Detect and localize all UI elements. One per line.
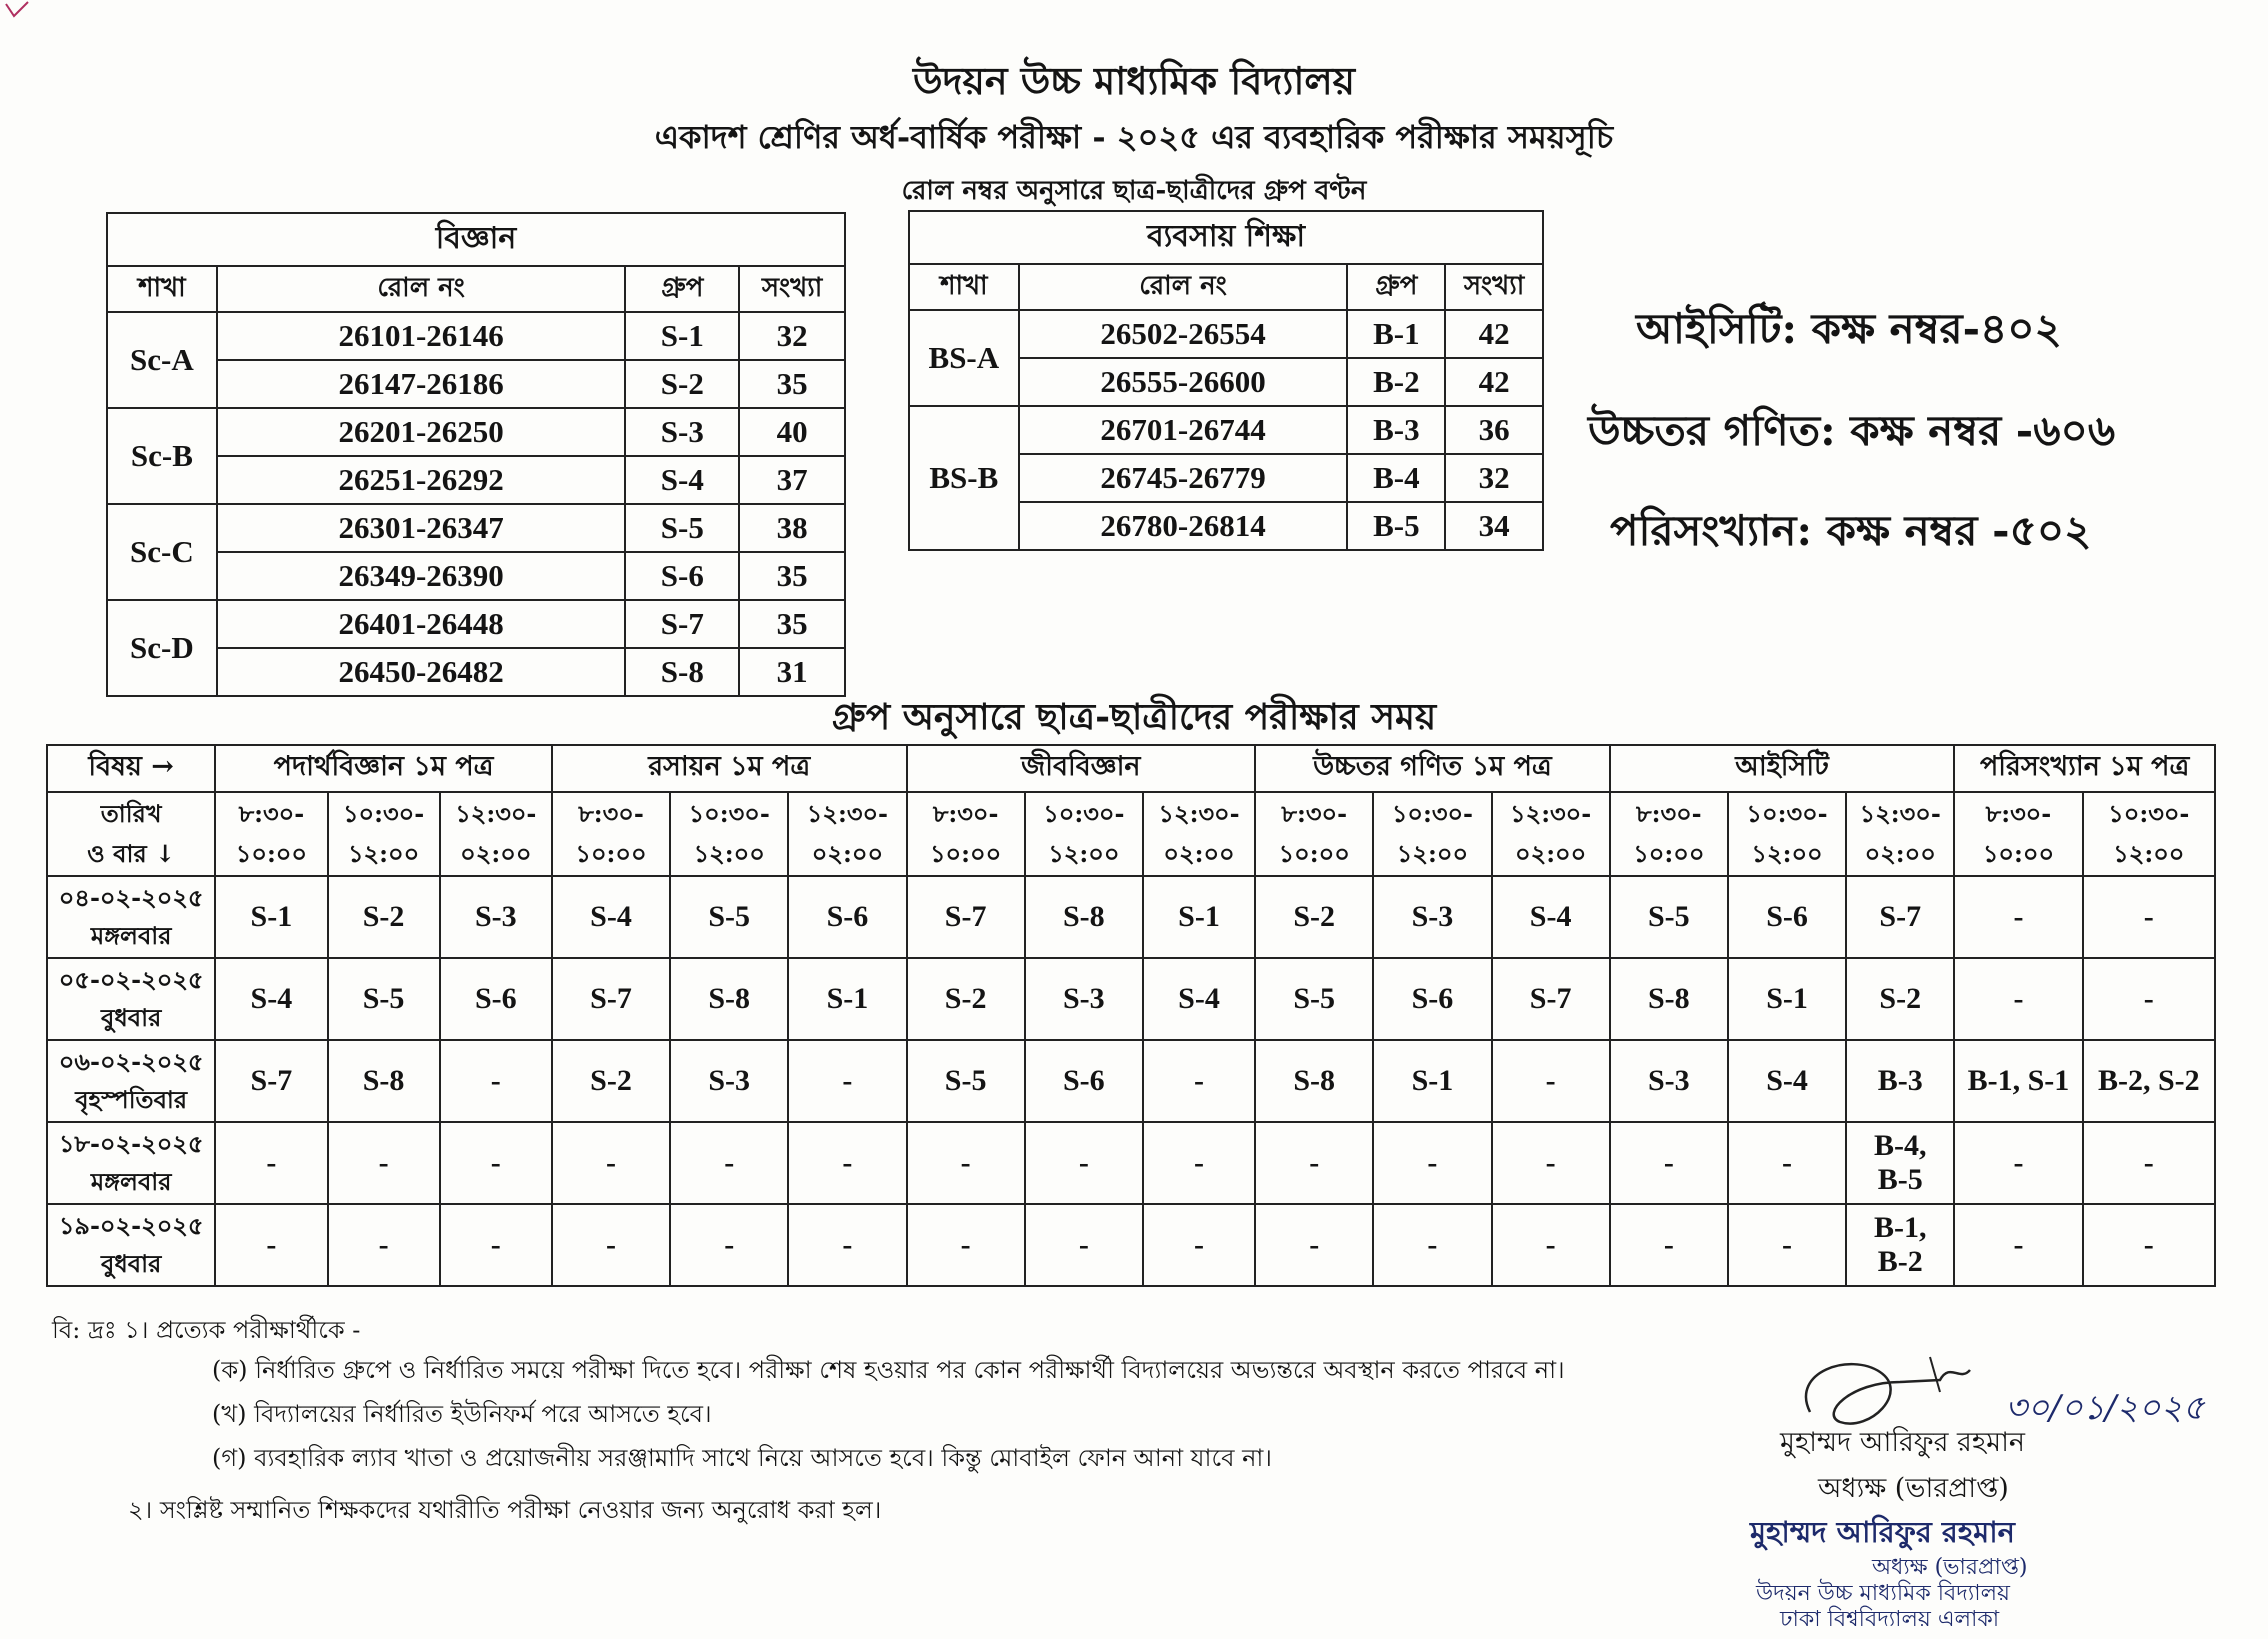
table-caption: বিজ্ঞান (107, 213, 845, 266)
time-slot-start: ১০:৩০- (1746, 799, 1828, 828)
schedule-day: বৃহস্পতিবার (75, 1085, 188, 1114)
schedule-group-cell: - (1373, 1204, 1491, 1286)
column-header: শাখা (107, 266, 217, 312)
section-name: Sc-B (107, 408, 217, 504)
schedule-group-cell: - (788, 1204, 906, 1286)
schedule-row (47, 1204, 2215, 1286)
schedule-group-cell: S-3 (670, 1040, 788, 1122)
time-slot (328, 792, 440, 876)
schedule-group-cell: - (440, 1122, 552, 1204)
time-slot-start: ৮:৩০- (578, 799, 644, 828)
student-count: 32 (1445, 454, 1543, 502)
column-header: শাখা (909, 264, 1019, 310)
student-count: 35 (739, 360, 845, 408)
time-slot-end: ১২:০০ (1048, 839, 1120, 868)
schedule-group-cell: S-4 (552, 876, 670, 958)
time-slot-end: ০২:০০ (1864, 839, 1936, 868)
time-slot (552, 792, 670, 876)
time-slot-row (47, 792, 2215, 876)
schedule-group-cell: S-8 (670, 958, 788, 1040)
time-slot (1846, 792, 1954, 876)
table-row (107, 360, 845, 408)
time-slot-end: ০২:০০ (1514, 839, 1587, 868)
schedule-group-cell: S-5 (1255, 958, 1373, 1040)
business-group-table (908, 210, 1544, 551)
table-row (107, 456, 845, 504)
roll-range: 26780-26814 (1019, 502, 1348, 550)
schedule-group-cell: - (1025, 1122, 1143, 1204)
time-slot-end: ১২:০০ (1751, 839, 1823, 868)
roll-range: 26555-26600 (1019, 358, 1348, 406)
schedule-group-cell: B-1, S-1 (1954, 1040, 2082, 1122)
time-slot (1143, 792, 1255, 876)
schedule-group-cell: S-6 (440, 958, 552, 1040)
student-count: 38 (739, 504, 845, 552)
schedule-group-cell: S-4 (1728, 1040, 1846, 1122)
schedule-group-cell: S-2 (1846, 958, 1954, 1040)
column-header: রোল নং (217, 266, 626, 312)
schedule-group-cell: S-6 (788, 876, 906, 958)
schedule-group-cell: S-1 (788, 958, 906, 1040)
group-code: B-1 (1347, 310, 1445, 358)
time-slot (788, 792, 906, 876)
schedule-group-cell: - (1143, 1122, 1255, 1204)
table-caption-row (107, 213, 845, 266)
schedule-group-cell: S-7 (1846, 876, 1954, 958)
schedule-date: ০৫-০২-২০২৫ (58, 965, 204, 994)
room-ict: আইসিটি: কক্ষ নম্বর-৪০২ (1636, 304, 2062, 353)
schedule-group-cell: S-1 (1373, 1040, 1491, 1122)
student-count: 37 (739, 456, 845, 504)
column-header: গ্রুপ (1347, 264, 1445, 310)
seal-title: অধ্যক্ষ (ভারপ্রাপ্ত) (1872, 1555, 2028, 1580)
note-item-2: ২। সংশ্লিষ্ট সম্মানিত শিক্ষকদের যথারীতি পরীক্ষা নেওয়ার জন্য অনুরোধ করা হল। (128, 1496, 882, 1524)
schedule-date-cell (47, 958, 215, 1040)
schedule-date: ১৯-০২-২০২৫ (58, 1211, 204, 1240)
schedule-group-cell: - (907, 1204, 1025, 1286)
roll-range: 26450-26482 (217, 648, 626, 696)
schedule-group-cell: S-4 (215, 958, 327, 1040)
schedule-group-cell: S-7 (552, 958, 670, 1040)
time-slot-start: ৮:৩০- (1636, 799, 1702, 828)
time-slot (1373, 792, 1491, 876)
student-count: 32 (739, 312, 845, 360)
exam-schedule-table (46, 744, 2216, 1287)
schedule-group-cell: - (328, 1204, 440, 1286)
schedule-group-cell: - (1610, 1122, 1728, 1204)
schedule-group-cell: S-8 (1610, 958, 1728, 1040)
time-slot (440, 792, 552, 876)
table-row (909, 406, 1543, 454)
schedule-date-cell (47, 1204, 215, 1286)
signature-date: ৩০/০১/২০২৫ (2005, 1388, 2205, 1428)
schedule-group-cell: S-6 (1728, 876, 1846, 958)
time-slot-end: ১২:০০ (2113, 839, 2185, 868)
schedule-group-cell: - (1025, 1204, 1143, 1286)
time-slot-start: ১০:৩০- (342, 799, 425, 828)
schedule-group-cell: - (1255, 1122, 1373, 1204)
group-code: S-2 (625, 360, 739, 408)
section-name: BS-A (909, 310, 1019, 406)
schedule-group-cell: - (1255, 1204, 1373, 1286)
schedule-group-cell: S-8 (1255, 1040, 1373, 1122)
schedule-group-cell: S-8 (1025, 876, 1143, 958)
table-row (909, 310, 1543, 358)
schedule-group-cell: - (552, 1122, 670, 1204)
schedule-group-cell: - (1954, 958, 2082, 1040)
time-slot (907, 792, 1025, 876)
schedule-group-cell: - (328, 1122, 440, 1204)
schedule-date-cell (47, 1040, 215, 1122)
schedule-group-cell: - (2083, 1122, 2215, 1204)
time-slot-end: ১০:০০ (1278, 839, 1350, 868)
schedule-group-cell: - (1954, 1204, 2082, 1286)
time-slot-end: ১২:০০ (1396, 839, 1469, 868)
table-row (107, 600, 845, 648)
schedule-group-cell: - (1143, 1204, 1255, 1286)
subject-name: পদার্থবিজ্ঞান ১ম পত্র (215, 745, 552, 792)
room-higher-math: উচ্চতর গণিত: কক্ষ নম্বর -৬০৬ (1588, 406, 2116, 455)
schedule-group-cell: B-4, B-5 (1846, 1122, 1954, 1204)
roll-range: 26349-26390 (217, 552, 626, 600)
note-item-kha: (খ) বিদ্যালয়ের নির্ধারিত ইউনিফর্ম পরে আসতে হবে। (212, 1400, 712, 1428)
schedule-group-cell: - (1143, 1040, 1255, 1122)
schedule-title: গ্রুপ অনুসারে ছাত্র-ছাত্রীদের পরীক্ষার সময় (831, 696, 1437, 738)
time-slot (1025, 792, 1143, 876)
schedule-group-cell: - (552, 1204, 670, 1286)
science-group-table (106, 212, 846, 697)
student-count: 35 (739, 552, 845, 600)
schedule-group-cell: - (1492, 1040, 1610, 1122)
time-slot-start: ৮:৩০- (238, 799, 305, 828)
time-slot (670, 792, 788, 876)
table-row (107, 648, 845, 696)
student-count: 42 (1445, 310, 1543, 358)
schedule-date-cell (47, 1122, 215, 1204)
date-header-line: ও বার ↓ (87, 839, 176, 868)
table-row (107, 552, 845, 600)
schedule-row (47, 1122, 2215, 1204)
group-code: S-1 (625, 312, 739, 360)
schedule-group-cell: S-5 (670, 876, 788, 958)
signatory-title: অধ্যক্ষ (ভারপ্রাপ্ত) (1818, 1473, 2009, 1504)
room-statistics: পরিসংখ্যান: কক্ষ নম্বর -৫০২ (1610, 506, 2092, 555)
roll-range: 26251-26292 (217, 456, 626, 504)
time-slot-start: ১২:৩০- (1859, 799, 1941, 828)
schedule-group-cell: - (670, 1122, 788, 1204)
roll-range: 26101-26146 (217, 312, 626, 360)
section-name: Sc-A (107, 312, 217, 408)
schedule-group-cell: S-7 (1492, 958, 1610, 1040)
schedule-group-cell: - (2083, 958, 2215, 1040)
time-slot-start: ১২:৩০- (455, 799, 537, 828)
time-slot-end: ০২:০০ (811, 839, 884, 868)
schedule-group-cell: S-1 (1143, 876, 1255, 958)
note-item-ka: (ক) নির্ধারিত গ্রুপে ও নির্ধারিত সময়ে পরীক্ষা দিতে হবে। পরীক্ষা শেষ হওয়ার পর কোন পরীক্ষার্থী বিদ্যালয়ের অভ্যন্তরে অবস্থান করতে পারবে না। (212, 1356, 1565, 1384)
time-slot-start: ৮:৩০- (1281, 799, 1348, 828)
time-slot-start: ১২:৩০- (1510, 799, 1592, 828)
table-header-row (909, 264, 1543, 310)
schedule-group-cell: S-3 (1610, 1040, 1728, 1122)
time-slot (2083, 792, 2215, 876)
roll-range: 26147-26186 (217, 360, 626, 408)
corner-tick-mark (4, 0, 30, 20)
group-code: S-7 (625, 600, 739, 648)
schedule-group-cell: - (1954, 1122, 2082, 1204)
roll-group-subtitle: রোল নম্বর অনুসারে ছাত্র-ছাত্রীদের গ্রুপ বণ্টন (901, 176, 1367, 206)
schedule-group-cell: S-1 (1728, 958, 1846, 1040)
schedule-group-cell: - (2083, 876, 2215, 958)
table-caption-row (909, 211, 1543, 264)
time-slot-start: ১০:৩০- (2108, 799, 2190, 828)
roll-range: 26502-26554 (1019, 310, 1348, 358)
subject-name: উচ্চতর গণিত ১ম পত্র (1255, 745, 1610, 792)
schedule-group-cell: S-3 (1373, 876, 1491, 958)
group-code: B-4 (1347, 454, 1445, 502)
roll-range: 26701-26744 (1019, 406, 1348, 454)
table-caption: ব্যবসায় শিক্ষা (909, 211, 1543, 264)
date-header-line: তারিখ (100, 799, 162, 828)
section-name: BS-B (909, 406, 1019, 550)
group-code: S-8 (625, 648, 739, 696)
section-name: Sc-D (107, 600, 217, 696)
schedule-group-cell: S-5 (1610, 876, 1728, 958)
student-count: 35 (739, 600, 845, 648)
subject-name: জীববিজ্ঞান (907, 745, 1256, 792)
schedule-day: মঙ্গলবার (90, 921, 172, 950)
roll-range: 26201-26250 (217, 408, 626, 456)
group-code: B-5 (1347, 502, 1445, 550)
schedule-row (47, 876, 2215, 958)
subject-name: রসায়ন ১ম পত্র (552, 745, 907, 792)
subject-header-label: বিষয় → (47, 745, 215, 792)
time-slot (1255, 792, 1373, 876)
schedule-group-cell: S-2 (328, 876, 440, 958)
schedule-group-cell: - (1728, 1204, 1846, 1286)
schedule-group-cell: - (1492, 1122, 1610, 1204)
time-slot-start: ১২:৩০- (806, 799, 889, 828)
schedule-date: ১৮-০২-২০২৫ (58, 1129, 204, 1158)
time-slot (1492, 792, 1610, 876)
student-count: 31 (739, 648, 845, 696)
section-name: Sc-C (107, 504, 217, 600)
schedule-group-cell: - (1610, 1204, 1728, 1286)
time-slot (1610, 792, 1728, 876)
schedule-group-cell: S-5 (328, 958, 440, 1040)
group-code: S-4 (625, 456, 739, 504)
schedule-group-cell: - (788, 1040, 906, 1122)
schedule-date: ০৪-০২-২০২৫ (58, 883, 204, 912)
schedule-group-cell: - (215, 1204, 327, 1286)
schedule-group-cell: S-4 (1143, 958, 1255, 1040)
roll-range: 26401-26448 (217, 600, 626, 648)
table-header-row (107, 266, 845, 312)
exam-title: একাদশ শ্রেণির অর্ধ-বার্ষিক পরীক্ষা - ২০২৫ এর ব্যবহারিক পরীক্ষার সময়সূচি (654, 118, 1614, 156)
column-header: সংখ্যা (739, 266, 845, 312)
schedule-group-cell: S-8 (328, 1040, 440, 1122)
student-count: 36 (1445, 406, 1543, 454)
time-slot-end: ১০:০০ (1982, 839, 2055, 868)
note-item-ga: (গ) ব্যবহারিক ল্যাব খাতা ও প্রয়োজনীয় সরঞ্জামাদি সাথে নিয়ে আসতে হবে। কিন্তু মোবাইল ফোন আনা যাবে না। (212, 1444, 1272, 1472)
table-row (107, 408, 845, 456)
schedule-group-cell: S-6 (1373, 958, 1491, 1040)
schedule-group-cell: S-3 (440, 876, 552, 958)
subject-header-row (47, 745, 2215, 792)
time-slot-end: ১০:০০ (235, 839, 308, 868)
roll-range: 26301-26347 (217, 504, 626, 552)
schedule-group-cell: S-3 (1025, 958, 1143, 1040)
seal-school: উদয়ন উচ্চ মাধ্যমিক বিদ্যালয় (1756, 1581, 2010, 1606)
table-row (107, 504, 845, 552)
group-code: B-3 (1347, 406, 1445, 454)
schedule-group-cell: S-2 (1255, 876, 1373, 958)
seal-name: মুহাম্মদ আরিফুর রহমান (1750, 1515, 2015, 1549)
student-count: 42 (1445, 358, 1543, 406)
time-slot-start: ১০:৩০- (1391, 799, 1474, 828)
schedule-group-cell: S-7 (215, 1040, 327, 1122)
schedule-date-cell (47, 876, 215, 958)
time-slot-end: ০২:০০ (1163, 839, 1235, 868)
group-code: S-3 (625, 408, 739, 456)
schedule-group-cell: - (907, 1122, 1025, 1204)
schedule-group-cell: B-3 (1846, 1040, 1954, 1122)
schedule-group-cell: - (1728, 1122, 1846, 1204)
schedule-group-cell: - (2083, 1204, 2215, 1286)
schedule-group-cell: - (1373, 1122, 1491, 1204)
schedule-group-cell: S-2 (552, 1040, 670, 1122)
schedule-group-cell: B-1, B-2 (1846, 1204, 1954, 1286)
schedule-group-cell: - (440, 1040, 552, 1122)
note-heading: বি: দ্রঃ ১। প্রত্যেক পরীক্ষার্থীকে - (52, 1316, 361, 1344)
schedule-group-cell: - (788, 1122, 906, 1204)
schedule-group-cell: S-7 (907, 876, 1025, 958)
group-code: S-5 (625, 504, 739, 552)
schedule-date: ০৬-০২-২০২৫ (58, 1047, 204, 1076)
schedule-group-cell: S-4 (1492, 876, 1610, 958)
time-slot-end: ১২:০০ (693, 839, 765, 868)
time-slot-end: ১২:০০ (347, 839, 420, 868)
time-slot-start: ৮:৩০- (932, 799, 999, 828)
time-slot-end: ১০:০০ (929, 839, 1002, 868)
signatory-name: মুহাম্মদ আরিফুর রহমান (1780, 1427, 2026, 1458)
time-slot (1954, 792, 2082, 876)
time-slot-end: ০২:০০ (460, 839, 532, 868)
column-header: রোল নং (1019, 264, 1348, 310)
time-slot (215, 792, 327, 876)
time-slot-start: ১০:৩০- (688, 799, 770, 828)
schedule-day: মঙ্গলবার (90, 1167, 172, 1196)
time-slot-start: ৮:৩০- (1985, 799, 2052, 828)
group-code: B-2 (1347, 358, 1445, 406)
school-name: উদয়ন উচ্চ মাধ্যমিক বিদ্যালয় (912, 58, 1356, 103)
time-slot-start: ১০:৩০- (1043, 799, 1125, 828)
schedule-group-cell: S-1 (215, 876, 327, 958)
student-count: 34 (1445, 502, 1543, 550)
time-slot-end: ১০:০০ (575, 839, 647, 868)
time-slot-end: ১০:০০ (1633, 839, 1705, 868)
schedule-day: বুধবার (100, 1003, 162, 1032)
time-slot (1728, 792, 1846, 876)
table-row (107, 312, 845, 360)
time-slot-start: ১২:৩০- (1158, 799, 1240, 828)
schedule-group-cell: - (1954, 876, 2082, 958)
schedule-group-cell: - (215, 1122, 327, 1204)
roll-range: 26745-26779 (1019, 454, 1348, 502)
schedule-group-cell: S-2 (907, 958, 1025, 1040)
column-header: গ্রুপ (625, 266, 739, 312)
student-count: 40 (739, 408, 845, 456)
schedule-group-cell: S-5 (907, 1040, 1025, 1122)
seal-area: ঢাকা বিশ্ববিদ্যালয় এলাকা (1780, 1607, 2000, 1632)
column-header: সংখ্যা (1445, 264, 1543, 310)
schedule-row (47, 958, 2215, 1040)
date-header-cell (47, 792, 215, 876)
schedule-group-cell: B-2, S-2 (2083, 1040, 2215, 1122)
schedule-group-cell: - (670, 1204, 788, 1286)
subject-name: পরিসংখ্যান ১ম পত্র (1954, 745, 2215, 792)
schedule-row (47, 1040, 2215, 1122)
schedule-group-cell: - (440, 1204, 552, 1286)
schedule-group-cell: - (1492, 1204, 1610, 1286)
schedule-group-cell: S-6 (1025, 1040, 1143, 1122)
group-code: S-6 (625, 552, 739, 600)
schedule-day: বুধবার (100, 1249, 162, 1278)
subject-name: আইসিটি (1610, 745, 1955, 792)
